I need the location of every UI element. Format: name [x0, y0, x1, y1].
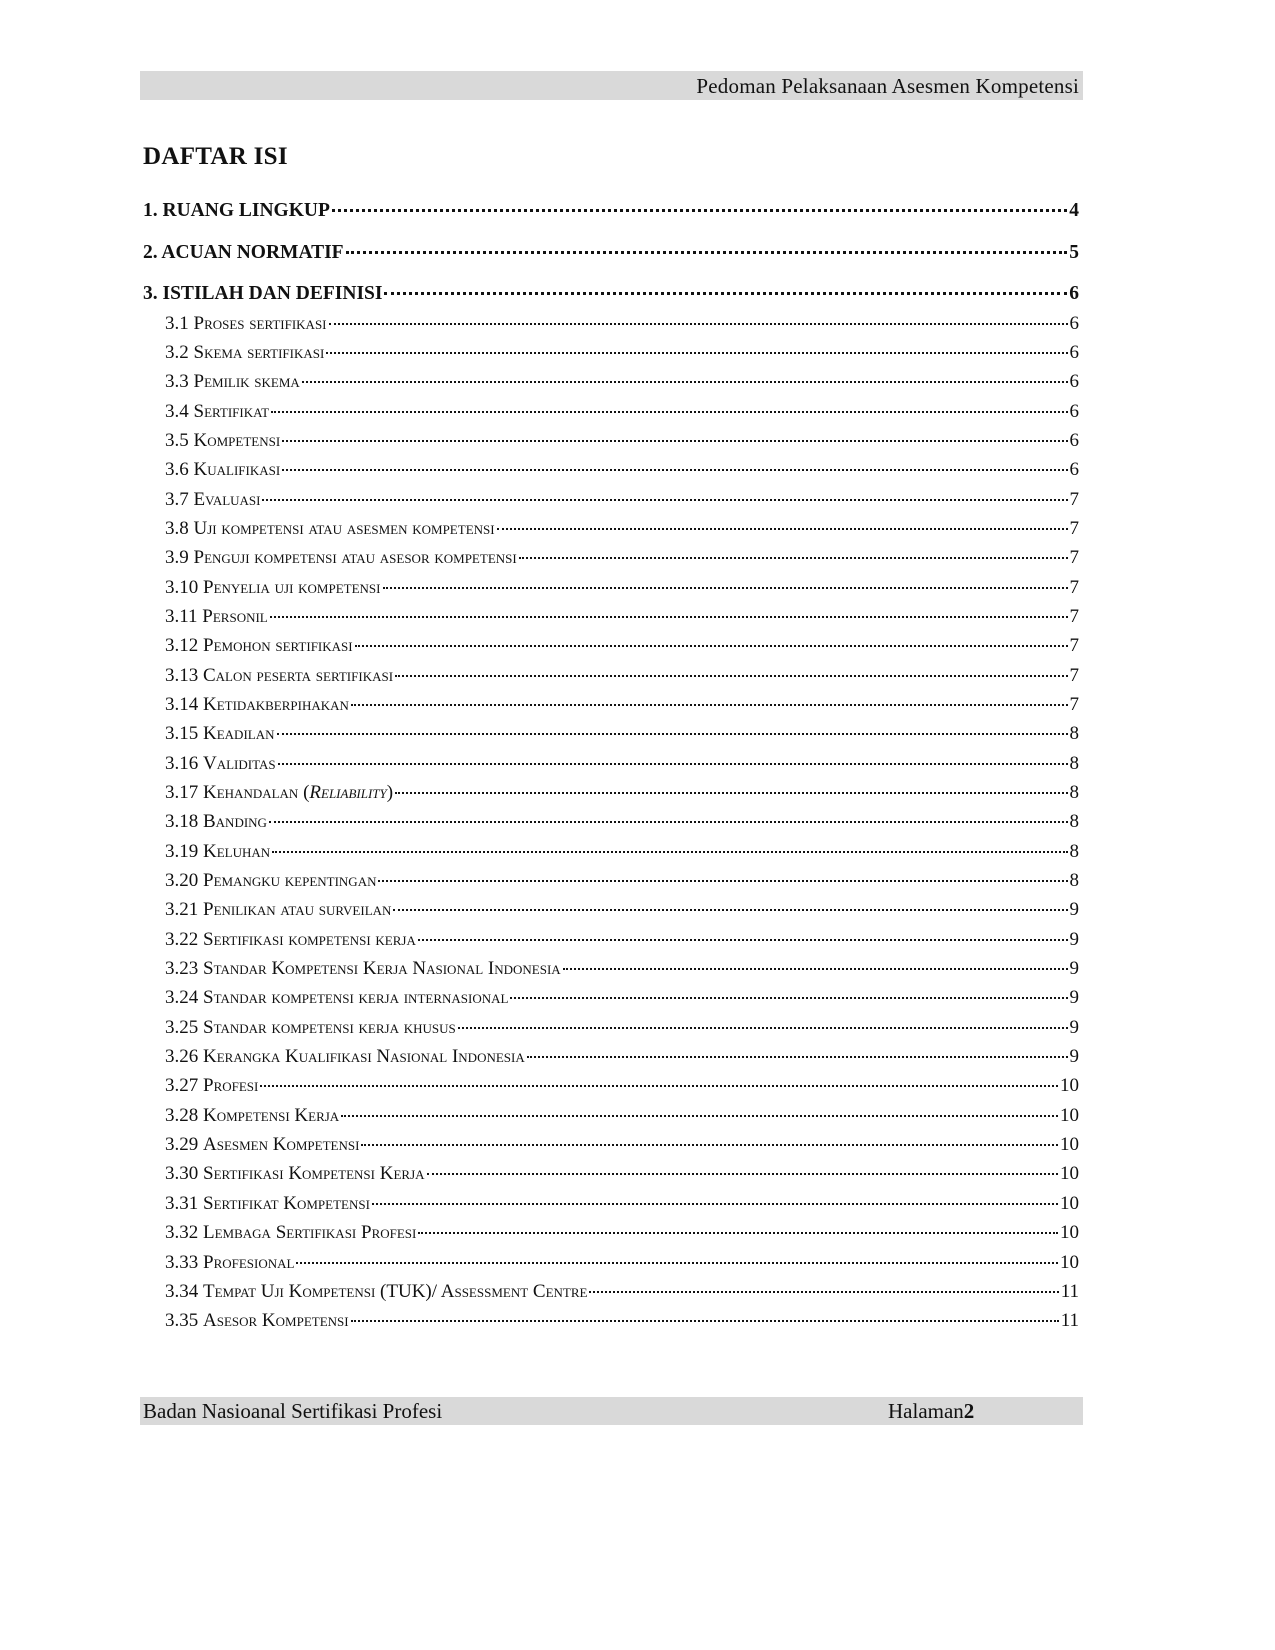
toc-entry-text-italic: Reliability	[309, 782, 387, 803]
toc-entry-sub[interactable]	[143, 1130, 1079, 1159]
toc-entry-page: 7	[1069, 576, 1079, 598]
footer-page-number: 2	[963, 1399, 975, 1423]
toc-entry-main[interactable]	[143, 238, 1079, 280]
dot-leader	[395, 671, 1067, 677]
toc-entry-page: 7	[1069, 488, 1079, 510]
toc-entry-number: 3.26	[165, 1046, 199, 1068]
toc-entry-sub[interactable]	[143, 1248, 1079, 1277]
toc-entry-sub[interactable]	[143, 455, 1079, 484]
toc-entry-page: 11	[1060, 1310, 1079, 1332]
toc-entry-label	[165, 338, 324, 367]
toc-entry-page: 8	[1069, 782, 1079, 803]
toc-entry-label	[165, 1101, 339, 1130]
toc-entry-page: 7	[1069, 693, 1079, 715]
footer-organization: Badan Nasioanal Sertifikasi Profesi	[143, 1399, 443, 1423]
toc-entry-sub[interactable]	[143, 895, 1079, 924]
toc-entry-sub[interactable]	[143, 690, 1079, 719]
toc-entry-sub[interactable]	[143, 309, 1079, 338]
dot-leader	[393, 905, 1067, 911]
toc-entry-page: 11	[1060, 1280, 1079, 1302]
toc-entry-number: 3.18	[165, 811, 199, 833]
toc-entry-page: 10	[1060, 1134, 1079, 1156]
toc-entry-page: 9	[1069, 928, 1079, 950]
dot-leader	[355, 641, 1068, 647]
dot-leader	[589, 1287, 1058, 1293]
toc-sub-entries	[143, 309, 1079, 1336]
toc-entry-label	[165, 1277, 587, 1306]
toc-entry-text: Tempat Uji Kompetensi (TUK)/ Assessment Centre	[203, 1280, 588, 1302]
toc-entry-page: 8	[1069, 840, 1079, 862]
toc-entry-sub[interactable]	[143, 338, 1079, 367]
toc-entry-label	[165, 1218, 416, 1247]
dot-leader	[427, 1169, 1058, 1175]
dot-leader	[563, 964, 1068, 970]
toc-entry-label	[165, 367, 300, 396]
toc-entry-number: 3.7	[165, 488, 189, 510]
toc-entry-label	[165, 690, 349, 719]
toc-entry-page: 7	[1069, 517, 1079, 539]
toc-entry-text: Ketidakberpihakan	[203, 693, 349, 715]
toc-entry-page: 6	[1069, 312, 1079, 334]
toc-entry-label	[165, 1013, 456, 1042]
toc-entry-sub[interactable]	[143, 602, 1079, 631]
toc-entry-page: 8	[1069, 811, 1079, 833]
dot-leader	[346, 247, 1068, 254]
toc-entry-text: Asesmen Kompetensi	[203, 1134, 360, 1156]
toc-entry-page: 7	[1069, 635, 1079, 657]
toc-entry-label	[165, 1306, 349, 1335]
toc-entry-text: Kompetensi Kerja	[203, 1104, 340, 1126]
toc-entry-sub[interactable]	[143, 925, 1079, 954]
toc-entry-number: 3.15	[165, 723, 199, 745]
toc-entry-label	[165, 1248, 294, 1277]
dot-leader	[395, 788, 1067, 794]
toc-entry-sub[interactable]	[143, 485, 1079, 514]
toc-entry-text: Sertifikasi kompetensi kerja	[203, 928, 416, 950]
toc-entry-text: Asesor Kompetensi	[203, 1310, 349, 1332]
toc-entry-text: Penilikan atau surveilan	[203, 899, 392, 921]
toc-entry-label	[165, 1159, 425, 1188]
toc-entry-main[interactable]	[143, 279, 1079, 309]
dot-leader	[384, 288, 1067, 295]
toc-entry-number: 3.34	[165, 1280, 199, 1302]
toc-entry-sub[interactable]	[143, 837, 1079, 866]
toc-entry-label	[165, 602, 268, 631]
toc-entry-label	[165, 983, 508, 1012]
toc-entry-number: 3.1	[165, 312, 189, 334]
toc-entry-label	[165, 778, 393, 807]
toc-entry-number: 3.2	[165, 341, 189, 363]
toc-entry-label	[165, 719, 275, 748]
toc-entry-page: 7	[1069, 605, 1079, 627]
toc-entry-page: 9	[1069, 899, 1079, 921]
toc-entry-label: 3. ISTILAH DAN DEFINISI	[143, 283, 383, 304]
toc-entry-label	[165, 925, 416, 954]
toc-entry-page: 10	[1060, 1192, 1079, 1214]
toc-entry-number: 3.35	[165, 1310, 199, 1332]
toc-entry-text: Keluhan	[203, 840, 271, 862]
toc-entry-text: Standar kompetensi kerja internasional	[203, 987, 509, 1009]
toc-entry-label	[165, 866, 376, 895]
toc-entry-label	[165, 455, 280, 484]
toc-entry-sub[interactable]	[143, 1042, 1079, 1071]
toc-entry-page: 4	[1069, 200, 1079, 221]
toc-entry-number: 3.21	[165, 899, 199, 921]
toc-entry-number: 3.24	[165, 987, 199, 1009]
toc-entry-number: 3.29	[165, 1134, 199, 1156]
toc-entry-text: Kompetensi	[193, 429, 281, 451]
toc-entry-text: Keadilan	[203, 723, 275, 745]
toc-entry-page: 6	[1069, 283, 1079, 304]
dot-leader	[282, 436, 1067, 442]
toc-entry-sub[interactable]	[143, 1306, 1079, 1335]
dot-leader	[269, 817, 1068, 823]
toc-entry-text: Penyelia uji kompetensi	[203, 576, 381, 598]
toc-entry-text: Profesi	[203, 1075, 259, 1097]
toc-entry-text: Kualifikasi	[193, 459, 281, 481]
toc-entry-label	[165, 954, 561, 983]
toc-entry-page: 8	[1069, 723, 1079, 745]
toc-entry-sub[interactable]	[143, 661, 1079, 690]
toc-entry-sub[interactable]	[143, 807, 1079, 836]
toc-entry-number: 3.5	[165, 429, 189, 451]
toc-entry-sub[interactable]	[143, 719, 1079, 748]
toc-entry-text: Standar Kompetensi Kerja Nasional Indonesia	[203, 958, 561, 980]
toc-entry-number: 3.31	[165, 1192, 199, 1214]
toc-entry-sub[interactable]	[143, 866, 1079, 895]
dot-leader	[458, 1023, 1068, 1029]
header-title: Pedoman Pelaksanaan Asesmen Kompetensi	[696, 74, 1079, 98]
toc-entry-label	[165, 631, 353, 660]
toc-entry-text: Skema sertifikasi	[193, 341, 325, 363]
dot-leader	[341, 1111, 1058, 1117]
toc-entry-text: Penguji kompetensi atau asesor kompetensi	[193, 547, 517, 569]
toc-entry-sub[interactable]	[143, 778, 1079, 807]
toc-entry-text: Sertifikat Kompetensi	[203, 1192, 370, 1214]
toc-entry-label	[165, 426, 280, 455]
table-of-contents	[143, 196, 1079, 1336]
toc-entry-sub[interactable]	[143, 367, 1079, 396]
toc-entry-sub[interactable]	[143, 397, 1079, 426]
toc-entry-sub[interactable]	[143, 1218, 1079, 1247]
toc-entry-sub[interactable]	[143, 1277, 1079, 1306]
toc-entry-number: 3.8	[165, 517, 189, 539]
toc-entry-text: Calon peserta sertifikasi	[203, 664, 394, 686]
toc-entry-number: 3.6	[165, 459, 189, 481]
toc-entry-label	[165, 309, 327, 338]
toc-entry-label	[165, 1130, 359, 1159]
toc-entry-sub[interactable]	[143, 983, 1079, 1012]
toc-entry-page: 8	[1069, 752, 1079, 774]
dot-leader	[378, 876, 1067, 882]
toc-entry-text: Proses sertifikasi	[193, 312, 327, 334]
dot-leader	[351, 700, 1068, 706]
dot-leader	[270, 612, 1068, 618]
toc-entry-page: 6	[1069, 459, 1079, 481]
dot-leader	[383, 583, 1068, 589]
toc-entry-number: 3.11	[165, 605, 198, 627]
toc-entry-page: 6	[1069, 371, 1079, 393]
toc-title: DAFTAR ISI	[143, 143, 288, 170]
toc-entry-text: Uji kompetensi atau asesmen kompetensi	[193, 517, 495, 539]
toc-entry-number: 3.22	[165, 928, 199, 950]
dot-leader	[282, 465, 1067, 471]
toc-entry-page: 9	[1069, 987, 1079, 1009]
dot-leader	[361, 1140, 1058, 1146]
toc-entry-page: 7	[1069, 664, 1079, 686]
dot-leader	[302, 377, 1068, 383]
toc-entry-number: 3.4	[165, 400, 189, 422]
toc-entry-text: Validitas	[203, 752, 276, 774]
dot-leader	[329, 319, 1068, 325]
toc-entry-text: Evaluasi	[193, 488, 261, 510]
toc-entry-sub[interactable]	[143, 1071, 1079, 1100]
toc-entry-sub[interactable]	[143, 543, 1079, 572]
toc-entry-number: 3.17	[165, 782, 199, 803]
toc-entry-number: 3.28	[165, 1104, 199, 1126]
toc-entry-page: 6	[1069, 400, 1079, 422]
toc-entry-text: Sertifikat	[193, 400, 270, 422]
toc-entry-text: Personil	[202, 605, 268, 627]
toc-entry-page: 10	[1060, 1163, 1079, 1185]
toc-entry-number: 3.20	[165, 870, 199, 892]
toc-entry-label	[165, 514, 495, 543]
toc-entry-number: 3.25	[165, 1016, 199, 1038]
toc-entry-label	[165, 1189, 370, 1218]
toc-entry-number: 3.13	[165, 664, 199, 686]
toc-entry-label	[165, 837, 270, 866]
toc-entry-text: Standar kompetensi kerja khusus	[203, 1016, 456, 1038]
toc-entry-number: 3.30	[165, 1163, 199, 1185]
toc-entry-label: 1. RUANG LINGKUP	[143, 200, 330, 221]
dot-leader	[271, 407, 1067, 413]
toc-entry-page: 6	[1069, 341, 1079, 363]
toc-entry-number: 3.33	[165, 1251, 199, 1273]
toc-entry-number: 3.10	[165, 576, 199, 598]
dot-leader	[326, 348, 1067, 354]
toc-entry-number: 3.3	[165, 371, 189, 393]
dot-leader	[332, 205, 1067, 212]
toc-entry-number: 3.27	[165, 1075, 199, 1097]
toc-entry-text: Profesional	[203, 1251, 295, 1273]
toc-entry-sub[interactable]	[143, 631, 1079, 660]
toc-entry-main[interactable]	[143, 196, 1079, 238]
toc-entry-text: Pemohon sertifikasi	[203, 635, 353, 657]
toc-entry-sub[interactable]	[143, 749, 1079, 778]
toc-entry-sub[interactable]	[143, 1189, 1079, 1218]
toc-entry-text: Banding	[203, 811, 267, 833]
dot-leader	[262, 495, 1067, 501]
toc-entry-page: 9	[1069, 1046, 1079, 1068]
toc-entry-text: Kehandalan (	[203, 782, 310, 803]
toc-entry-label	[165, 543, 517, 572]
dot-leader	[497, 524, 1068, 530]
toc-entry-text: Kerangka Kualifikasi Nasional Indonesia	[203, 1046, 525, 1068]
toc-entry-text: Pemilik skema	[193, 371, 300, 393]
toc-entry-label	[165, 895, 391, 924]
dot-leader	[278, 759, 1068, 765]
dot-leader	[527, 1052, 1068, 1058]
toc-entry-text: Lembaga Sertifikasi Profesi	[203, 1222, 417, 1244]
toc-entry-sub[interactable]	[143, 1159, 1079, 1188]
toc-entry-label	[165, 1071, 258, 1100]
dot-leader	[418, 935, 1068, 941]
toc-entry-page: 5	[1069, 241, 1079, 263]
toc-entry-label: 2. ACUAN NORMATIF	[143, 241, 344, 263]
toc-entry-number: 3.23	[165, 958, 199, 980]
dot-leader	[351, 1316, 1059, 1322]
dot-leader	[277, 729, 1068, 735]
toc-entry-label	[165, 749, 276, 778]
dot-leader	[519, 553, 1068, 559]
footer-page-indicator	[888, 1398, 974, 1424]
toc-entry-text-after: )	[386, 782, 394, 803]
dot-leader	[372, 1199, 1058, 1205]
dot-leader	[510, 993, 1067, 999]
page-header	[140, 71, 1083, 100]
toc-entry-number: 3.19	[165, 840, 199, 862]
toc-entry-page: 9	[1069, 958, 1079, 980]
toc-entry-page: 10	[1060, 1075, 1079, 1097]
dot-leader	[296, 1258, 1058, 1264]
toc-entry-sub[interactable]	[143, 573, 1079, 602]
toc-entry-page: 9	[1069, 1016, 1079, 1038]
dot-leader	[260, 1081, 1058, 1087]
toc-entry-page: 10	[1060, 1104, 1079, 1126]
toc-entry-label	[165, 661, 393, 690]
page-footer	[140, 1397, 1083, 1425]
toc-entry-page: 10	[1060, 1222, 1079, 1244]
toc-entry-label	[165, 485, 260, 514]
toc-entry-label	[165, 1042, 525, 1071]
toc-entry-page: 7	[1069, 547, 1079, 569]
toc-entry-sub[interactable]	[143, 426, 1079, 455]
toc-entry-page: 6	[1069, 429, 1079, 451]
toc-entry-sub[interactable]	[143, 514, 1079, 543]
toc-entry-text: Pemangku kepentingan	[203, 870, 377, 892]
toc-entry-sub[interactable]	[143, 1013, 1079, 1042]
dot-leader	[418, 1228, 1058, 1234]
dot-leader	[272, 847, 1067, 853]
toc-entry-text: Sertifikasi Kompetensi Kerja	[203, 1163, 425, 1185]
toc-entry-label	[165, 397, 269, 426]
footer-page-label: Halaman	[888, 1399, 964, 1423]
toc-entry-number: 3.12	[165, 635, 199, 657]
toc-entry-number: 3.16	[165, 752, 199, 774]
toc-entry-number: 3.9	[165, 547, 189, 569]
toc-entry-sub[interactable]	[143, 1101, 1079, 1130]
toc-entry-label	[165, 573, 381, 602]
toc-entry-sub[interactable]	[143, 954, 1079, 983]
toc-entry-page: 8	[1069, 870, 1079, 892]
toc-entry-label	[165, 807, 267, 836]
toc-entry-number: 3.14	[165, 693, 199, 715]
toc-entry-page: 10	[1060, 1251, 1079, 1273]
toc-entry-number: 3.32	[165, 1222, 199, 1244]
